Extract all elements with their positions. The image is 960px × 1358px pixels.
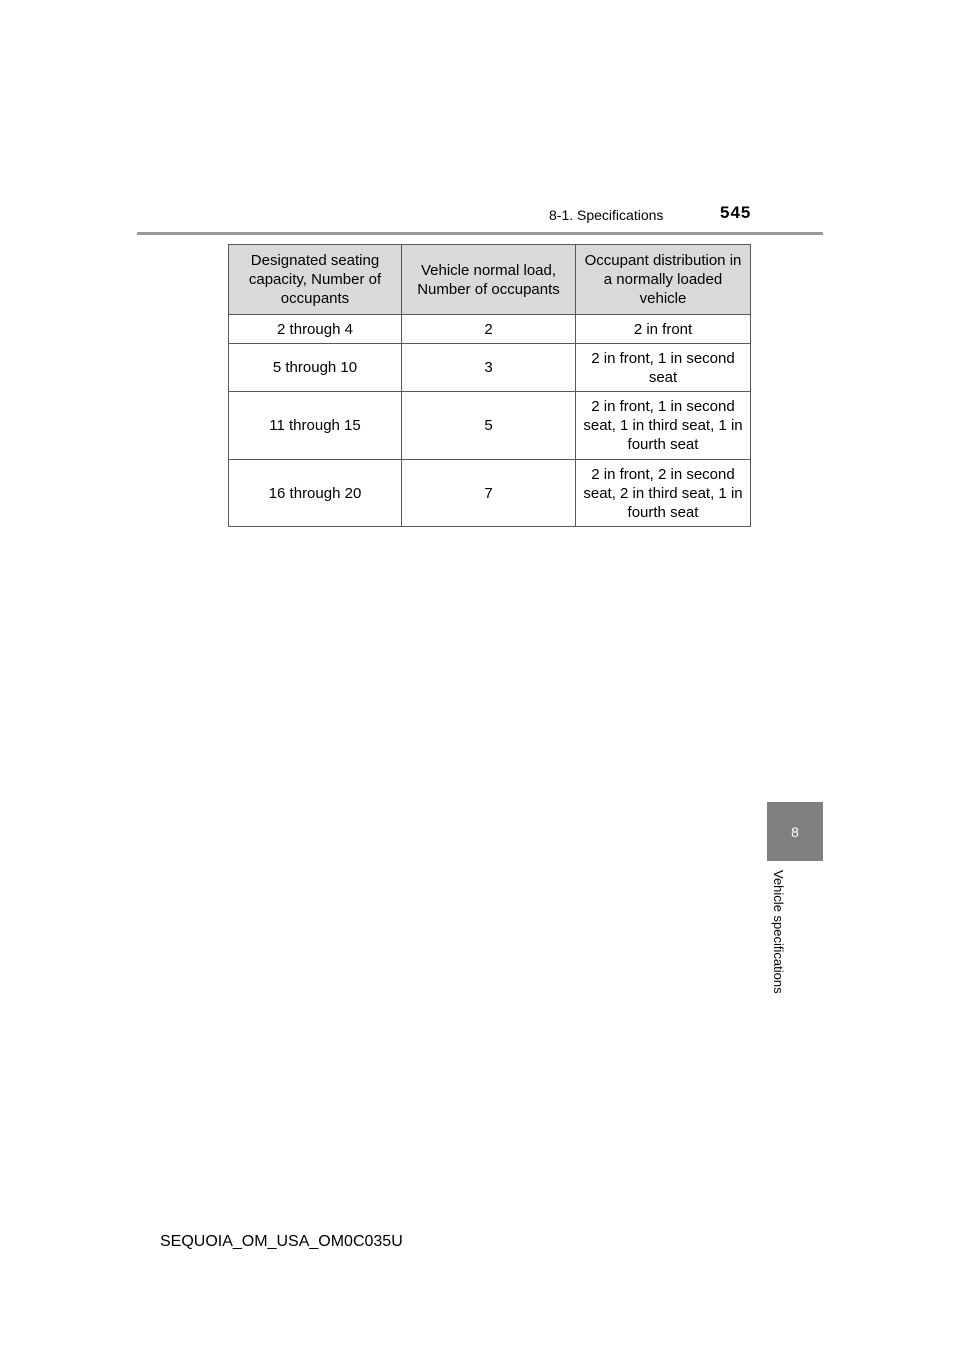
table-row <box>229 460 751 527</box>
occupant-distribution-table <box>228 244 751 527</box>
page-number: 545 <box>720 203 752 222</box>
table-row <box>229 315 751 344</box>
cell-normal-load: 5 <box>402 392 576 460</box>
section-title: 8-1. Specifications <box>549 207 664 223</box>
cell-seating-capacity: 11 through 15 <box>229 392 402 460</box>
cell-occupant-distribution: 2 in front <box>576 315 751 344</box>
cell-normal-load: 3 <box>402 344 576 392</box>
chapter-title: Vehicle specifications <box>771 870 786 994</box>
document-code: SEQUOIA_OM_USA_OM0C035U <box>160 1233 403 1250</box>
cell-occupant-distribution: 2 in front, 1 in second seat <box>576 344 751 392</box>
header-normal-load: Vehicle normal load, Number of occupants <box>402 245 576 315</box>
cell-normal-load: 7 <box>402 460 576 527</box>
header-divider <box>137 232 823 235</box>
cell-seating-capacity: 16 through 20 <box>229 460 402 527</box>
header-seating-capacity: Designated seating capacity, Number of occupants <box>229 245 402 315</box>
header-occupant-distribution: Occupant distribution in a normally loaded vehicle <box>576 245 751 315</box>
cell-normal-load: 2 <box>402 315 576 344</box>
cell-occupant-distribution: 2 in front, 2 in second seat, 2 in third seat, 1 in fourth seat <box>576 460 751 527</box>
chapter-tab[interactable] <box>767 802 823 861</box>
cell-seating-capacity: 5 through 10 <box>229 344 402 392</box>
chapter-number: 8 <box>791 823 799 840</box>
cell-occupant-distribution: 2 in front, 1 in second seat, 1 in third seat, 1 in fourth seat <box>576 392 751 460</box>
cell-seating-capacity: 2 through 4 <box>229 315 402 344</box>
table-header-row <box>229 245 751 315</box>
table-row <box>229 344 751 392</box>
table-row <box>229 392 751 460</box>
